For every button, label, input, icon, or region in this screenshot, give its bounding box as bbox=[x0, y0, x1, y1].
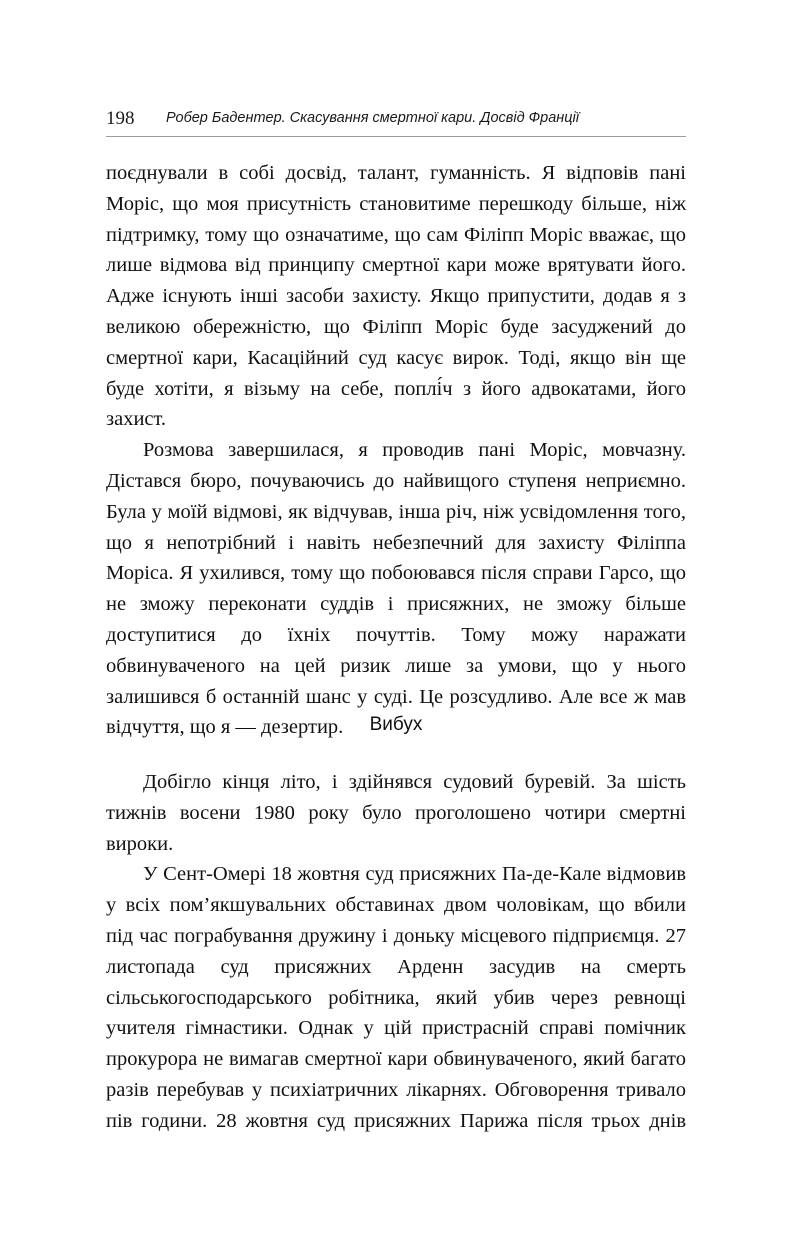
paragraph: Добігло кінця літо, і здійнявся судовий буревій. За шість тижнів восени 1980 року було проголошено чотири смертні вироки. bbox=[106, 771, 686, 855]
body-text-lower bbox=[106, 767, 686, 1137]
paragraph: Розмова завершилася, я проводив пані Моріс, мовчазну. Дістався бюро, почуваючись до найвищого ступеня неприємно. Була у моїй відмові, як відчував, інша річ, ніж усвідомлення того, що я непотрібний і навіть небезпечний для захисту Філіппа Моріса. Я ухилився, тому що побоювався після справи Гарсо, що не зможу переконати суддів і присяжних, не зможу більше доступитися до їхніх почуттів. Тому можу наражати обвинуваченого на цей ризик лише за умови, що у нього залишився б останній шанс у суді. Це розсудливо. Але все ж мав відчуття, що я — дезертир. bbox=[106, 439, 686, 739]
section-heading: Вибух bbox=[369, 714, 423, 735]
paragraph-continued: поєднували в собі досвід, талант, гуманність. Я відповів пані Моріс, що моя присутність становитиме перешкоду більше, ніж підтримку, тому що означатиме, що сам Філіпп Моріс вважає, що лише відмова від принципу смертної кари може врятувати його. Адже існують інші засоби захисту. Якщо припустити, додав я з великою обережністю, що Філіпп Моріс буде засуджений до смертної кари, Касаційний суд касує вирок. Тоді, якщо він ще буде хотіти, я візьму на себе, поплі́ч з його адвокатами, його захист. bbox=[106, 162, 686, 431]
paragraph: У Сент-Омері 18 жовтня суд присяжних Па-де-Кале відмовив у всіх пом’якшувальних обставинах двом чоловікам, що вбили під час пограбування дружину і доньку місцевого підприємця. 27 листопада суд присяжних Арденн засудив на смерть сільськогосподарського робітника, який убив через ревнощі учителя гімнастики. Однак у цій пристрасній справі помічник прокурора не вимагав смертної кари обвинуваченого, який багато разів перебував у психіатричних лікарнях. Обговорення тривало пів години. 28 жовтня суд присяжних Парижа після трьох днів bbox=[106, 863, 686, 1132]
running-head bbox=[106, 108, 686, 137]
running-title: Робер Бадентер. Скасування смертної кари. Досвід Франції bbox=[166, 110, 579, 126]
page-number: 198 bbox=[106, 108, 135, 129]
body-text-upper bbox=[106, 158, 686, 743]
